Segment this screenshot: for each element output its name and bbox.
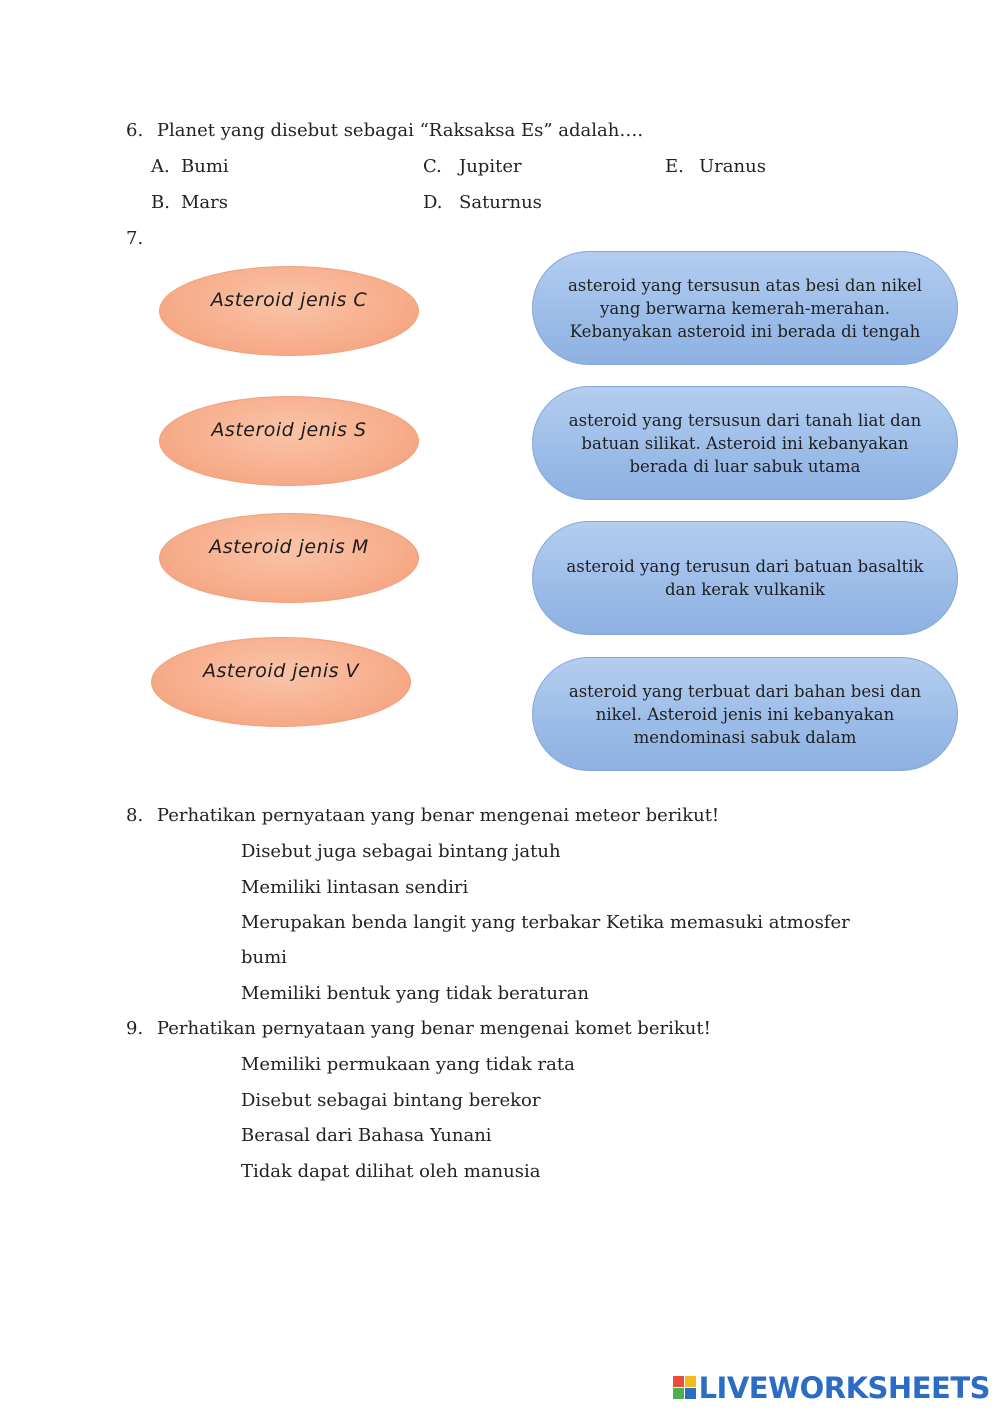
match-right-text: asteroid yang tersusun dari tanah liat dan batuan silikat. Asteroid ini kebanyakan berada di luar sabuk utama <box>568 410 922 476</box>
match-right-text: asteroid yang tersusun atas besi dan nikel yang berwarna kemerah-merahan. Kebanyakan asteroid ini berada di tengah <box>567 275 923 341</box>
question-6-text: Planet yang disebut sebagai “Raksaksa Es” adalah…. <box>156 120 644 141</box>
q6-option-e[interactable]: E. Uranus <box>665 156 766 177</box>
liveworksheets-logo-icon <box>673 1376 697 1400</box>
q9-statement[interactable]: Tidak dapat dilihat oleh manusia <box>241 1161 541 1182</box>
match-right-item[interactable] <box>532 521 958 635</box>
match-right-item[interactable] <box>532 251 958 365</box>
q6-option-d[interactable]: D. Saturnus <box>423 192 542 213</box>
match-right-text: asteroid yang terbuat dari bahan besi dan nikel. Asteroid jenis ini kebanyakan mendominasi sabuk dalam <box>568 681 922 747</box>
q9-statement[interactable]: Berasal dari Bahasa Yunani <box>241 1125 492 1146</box>
match-right-item[interactable] <box>532 386 958 500</box>
question-9-text: Perhatikan pernyataan yang benar mengenai komet berikut! <box>156 1018 711 1039</box>
q8-statement[interactable]: Memiliki lintasan sendiri <box>241 877 469 898</box>
q6-option-c[interactable]: C. Jupiter <box>423 156 522 177</box>
match-left-label: Asteroid jenis C <box>210 289 368 311</box>
match-right-text: asteroid yang terusun dari batuan basaltik dan kerak vulkanik <box>566 557 924 599</box>
match-left-item[interactable] <box>151 637 411 727</box>
q6-option-b[interactable]: B. Mars <box>151 192 229 213</box>
liveworksheets-logo <box>673 1371 990 1405</box>
q8-statement[interactable]: Memiliki bentuk yang tidak beraturan <box>241 983 589 1004</box>
match-left-label: Asteroid jenis M <box>209 536 369 558</box>
q9-statement[interactable]: Memiliki permukaan yang tidak rata <box>241 1054 575 1075</box>
q9-statement[interactable]: Disebut sebagai bintang berekor <box>241 1090 541 1111</box>
q8-statement[interactable]: Merupakan benda langit yang terbakar Ketika memasuki atmosfer <box>241 912 850 933</box>
liveworksheets-logo-text: LIVEWORKSHEETS <box>698 1371 990 1405</box>
match-left-item[interactable] <box>159 513 419 603</box>
question-9 <box>126 1018 711 1039</box>
question-6-number: 6. <box>126 120 144 141</box>
question-7-number: 7. <box>126 228 144 249</box>
question-8 <box>126 805 719 826</box>
question-8-number: 8. <box>126 805 144 826</box>
match-left-label: Asteroid jenis V <box>202 660 360 682</box>
match-left-item[interactable] <box>159 266 419 356</box>
question-6 <box>126 120 643 141</box>
match-left-label: Asteroid jenis S <box>211 419 367 441</box>
q6-option-a[interactable]: A. Bumi <box>151 156 229 177</box>
q8-statement[interactable]: Disebut juga sebagai bintang jatuh <box>241 841 561 862</box>
question-9-number: 9. <box>126 1018 144 1039</box>
q8-statement-continued: bumi <box>241 947 287 968</box>
question-8-text: Perhatikan pernyataan yang benar mengenai meteor berikut! <box>156 805 720 826</box>
match-left-item[interactable] <box>159 396 419 486</box>
match-right-item[interactable] <box>532 657 958 771</box>
